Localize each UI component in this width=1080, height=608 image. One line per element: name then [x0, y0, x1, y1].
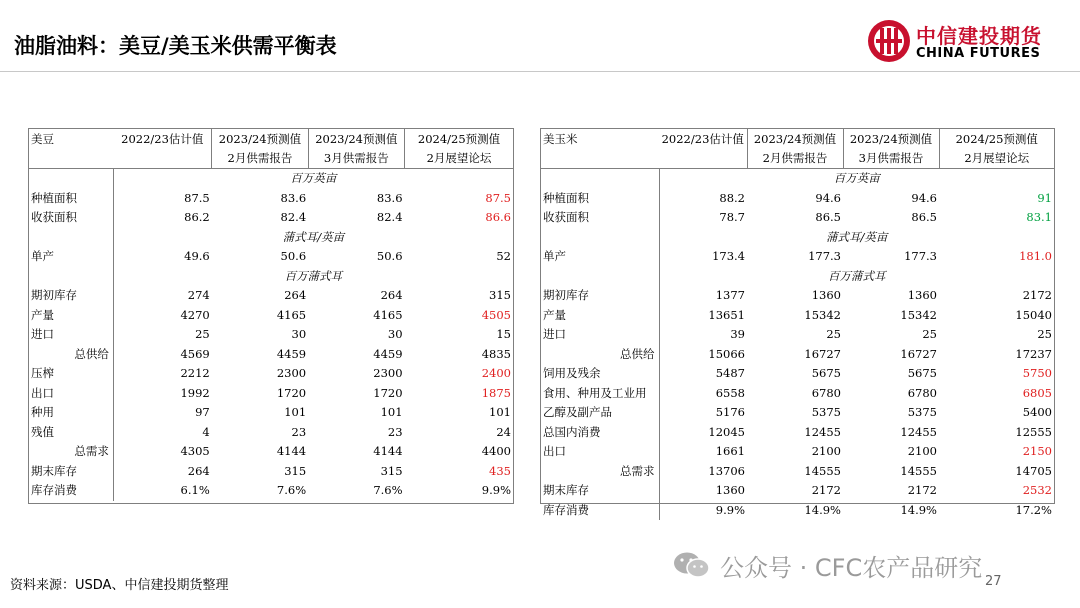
col-subheader-1: [113, 149, 211, 169]
col-header-3: 2023/24预测值: [308, 129, 404, 149]
table-row: 出口 1992 1720 1720 1875: [29, 384, 513, 404]
table-row: 总需求 13706 14555 14555 14705: [541, 462, 1054, 482]
logo-english-name: CHINA FUTURES: [916, 46, 1041, 61]
table-row: 进口 25 30 30 15: [29, 325, 513, 345]
header: [0, 0, 1080, 72]
col-header-4: 2024/25预测值: [939, 129, 1054, 149]
header-divider: [0, 71, 1080, 72]
table-row: 产量 4270 4165 4165 4505: [29, 306, 513, 326]
table-row: 库存消费 9.9% 14.9% 14.9% 17.2%: [541, 501, 1054, 521]
page-number: 27: [985, 574, 1002, 589]
table-row: 食用、种用及工业用 6558 6780 6780 6805: [541, 384, 1054, 404]
table-row: 期末库存 1360 2172 2172 2532: [541, 481, 1054, 501]
table-row: 期初库存 274 264 264 315: [29, 286, 513, 306]
unit-label: 蒲式耳/英亩: [113, 228, 513, 248]
wechat-icon: [672, 550, 712, 580]
table-row: 饲用及残余 5487 5675 5675 5750: [541, 364, 1054, 384]
table-row: 期末库存 264 315 315 435: [29, 462, 513, 482]
watermark-text: 公众号 · CFC农产品研究: [720, 554, 983, 582]
table-item-header: 美豆: [31, 131, 54, 146]
col-subheader-4: 2月展望论坛: [939, 149, 1054, 169]
table-row: 压榨 2212 2300 2300 2400: [29, 364, 513, 384]
table-row: 产量 13651 15342 15342 15040: [541, 306, 1054, 326]
col-header-2: 2023/24预测值: [747, 129, 843, 149]
col-subheader-2: 2月供需报告: [747, 149, 843, 169]
unit-label: 百万蒲式耳: [113, 267, 513, 287]
table-row: 残值 4 23 23 24: [29, 423, 513, 443]
table-row: 单产 49.6 50.6 50.6 52: [29, 247, 513, 267]
source-note: 资料来源：USDA、中信建投期货整理: [10, 578, 229, 593]
page-title: 油脂油料：美豆/美玉米供需平衡表: [14, 34, 337, 58]
table-row: 乙醇及副产品 5176 5375 5375 5400: [541, 403, 1054, 423]
unit-label: 百万蒲式耳: [659, 267, 1054, 287]
col-header-3: 2023/24预测值: [843, 129, 939, 149]
col-header-1: 2022/23估计值: [121, 131, 204, 146]
col-subheader-2: 2月供需报告: [212, 149, 308, 169]
table-row: 种用 97 101 101 101: [29, 403, 513, 423]
table-row: 收获面积 78.7 86.5 86.5 83.1: [541, 208, 1054, 228]
table-row: 出口 1661 2100 2100 2150: [541, 442, 1054, 462]
col-subheader-3: 3月供需报告: [843, 149, 939, 169]
table-item-header: 美玉米: [543, 131, 578, 146]
table-row: 库存消费 6.1% 7.6% 7.6% 9.9%: [29, 481, 513, 501]
table-row: 总供给 4569 4459 4459 4835: [29, 345, 513, 365]
table-row: 总国内消费 12045 12455 12455 12555: [541, 423, 1054, 443]
col-header-1: 2022/23估计值: [661, 131, 744, 146]
table-row: 单产 173.4 177.3 177.3 181.0: [541, 247, 1054, 267]
logo-chinese-name: 中信建投期货: [916, 24, 1042, 48]
table-row: 进口 39 25 25 25: [541, 325, 1054, 345]
unit-label: 蒲式耳/英亩: [659, 228, 1054, 248]
col-header-2: 2023/24预测值: [212, 129, 308, 149]
table-row: 总需求 4305 4144 4144 4400: [29, 442, 513, 462]
table-row: 期初库存 1377 1360 1360 2172: [541, 286, 1054, 306]
logo-mark-icon: [866, 18, 912, 64]
unit-label: 百万英亩: [659, 169, 1054, 189]
col-header-4: 2024/25预测值: [405, 129, 513, 149]
table-row: 种植面积 87.5 83.6 83.6 87.5: [29, 189, 513, 209]
col-subheader-1: [659, 149, 747, 169]
unit-label: 百万英亩: [113, 169, 513, 189]
table-row: 总供给 15066 16727 16727 17237: [541, 345, 1054, 365]
table-row: 种植面积 88.2 94.6 94.6 91: [541, 189, 1054, 209]
col-subheader-4: 2月展望论坛: [405, 149, 513, 169]
corn-balance-table: [540, 128, 1055, 517]
table-row: 收获面积 86.2 82.4 82.4 86.6: [29, 208, 513, 228]
col-subheader-3: 3月供需报告: [308, 149, 404, 169]
china-futures-logo: [866, 18, 1066, 66]
soybean-balance-table: [28, 128, 514, 504]
